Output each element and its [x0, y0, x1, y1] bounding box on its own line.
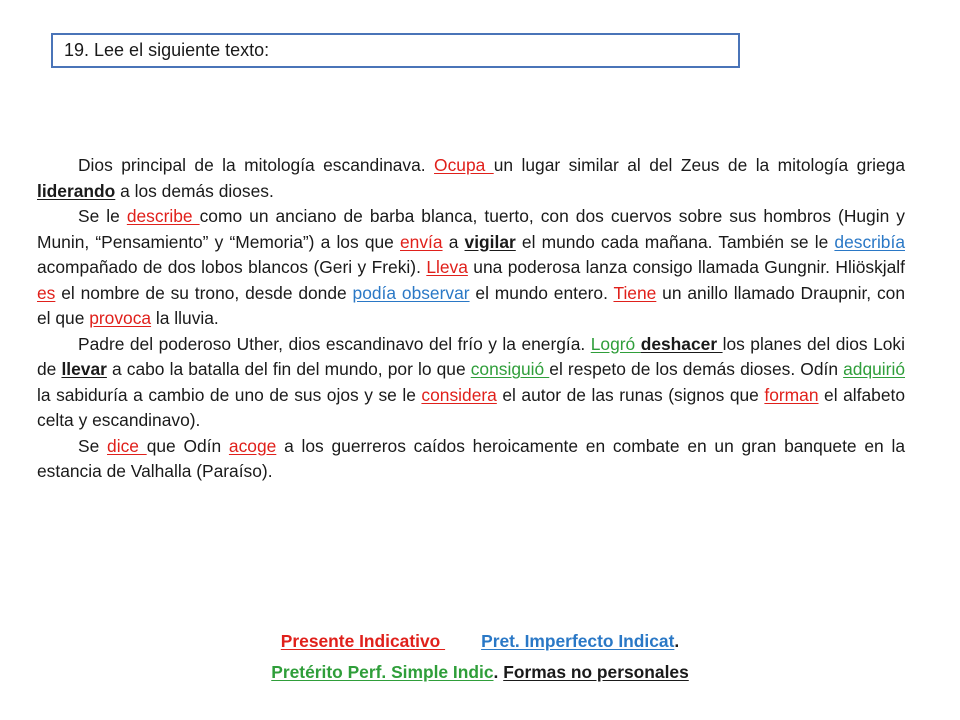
highlighted-verb: es — [37, 282, 56, 303]
highlighted-verb: provoca — [89, 308, 152, 328]
highlighted-verb: liderando — [37, 180, 116, 201]
text-segment: a — [442, 231, 465, 252]
paragraph-2 — [37, 204, 905, 332]
text-segment: como un anciano de barba blanca, tuerto, con dos cuervos sobre sus hombros (Hugin y Munin, “Pensamiento” y “Memoria”) a los que — [37, 206, 905, 252]
legend-preterito-perfecto-simple: Pretérito Perf. Simple Indic — [271, 662, 494, 682]
text-segment: a los demás dioses. — [115, 180, 274, 201]
highlighted-verb: adquirió — [843, 359, 905, 379]
highlighted-verb: Logró — [590, 333, 641, 354]
text-segment: una poderosa lanza consigo llamada Gungnir. Hliöskjalf — [467, 257, 906, 277]
legend-formas-no-personales: Formas no personales — [503, 662, 689, 682]
text-segment: el mundo entero. — [469, 282, 614, 303]
highlighted-verb: deshacer — [640, 333, 723, 354]
highlighted-verb: podía observar — [352, 282, 470, 303]
highlighted-verb: Ocupa — [434, 155, 494, 175]
legend-line-1 — [0, 626, 960, 657]
text-segment: Se le — [78, 206, 127, 226]
text-segment: Se — [78, 435, 108, 456]
text-segment: el respeto de los demás dioses. Odín — [549, 359, 844, 379]
highlighted-verb: describe — [126, 206, 200, 226]
paragraph-1 — [37, 153, 905, 204]
highlighted-verb: Lleva — [426, 257, 468, 277]
highlighted-verb: vigilar — [464, 231, 516, 252]
text-segment: el nombre de su trono, desde donde — [55, 282, 353, 303]
text-segment: el mundo cada mañana. También se le — [515, 231, 835, 252]
highlighted-verb: describía — [834, 231, 905, 252]
highlighted-verb: dice — [107, 435, 147, 456]
text-segment: un lugar similar al del Zeus de la mitología griega — [493, 155, 905, 175]
exercise-title: 19. Lee el siguiente texto: — [64, 40, 270, 60]
text-segment: un anillo llamado Draupnir, con el que — [37, 282, 905, 328]
text-segment: el alfabeto celta y escandinavo). — [37, 384, 905, 430]
text-segment: el autor de las runas (signos que — [496, 384, 765, 405]
text-segment: a cabo la batalla del fin del mundo, por lo que — [106, 359, 471, 379]
reading-text — [37, 153, 905, 485]
legend-separator: . — [674, 631, 680, 651]
text-segment: a los guerreros caídos heroicamente en combate en un gran banquete en la estancia de Valhalla (Paraíso). — [37, 435, 905, 481]
highlighted-verb: llevar — [61, 359, 107, 379]
highlighted-verb: Tiene — [613, 282, 657, 303]
text-segment: los planes del dios Loki de — [37, 333, 905, 379]
color-legend — [0, 626, 960, 688]
text-segment: que Odín — [146, 435, 229, 456]
legend-preterito-imperfecto: Pret. Imperfecto Indicat — [481, 631, 675, 651]
text-segment: la sabiduría a cambio de uno de sus ojos y se le — [37, 384, 422, 405]
highlighted-verb: considera — [421, 384, 497, 405]
highlighted-verb: consiguió — [470, 359, 550, 379]
highlighted-verb: acoge — [228, 435, 277, 456]
exercise-title-box — [51, 33, 740, 68]
highlighted-verb: forman — [764, 384, 819, 405]
text-segment: Dios principal de la mitología escandinava. — [78, 155, 435, 175]
text-segment: la lluvia. — [151, 308, 219, 328]
legend-line-2 — [0, 657, 960, 688]
legend-separator: . — [493, 662, 499, 682]
paragraph-4 — [37, 434, 905, 485]
highlighted-verb: envía — [400, 231, 443, 252]
legend-presente-indicativo: Presente Indicativo — [280, 631, 446, 651]
text-segment: acompañado de dos lobos blancos (Geri y Freki). — [37, 257, 427, 277]
text-segment: Padre del poderoso Uther, dios escandinavo del frío y la energía. — [78, 333, 591, 354]
paragraph-3 — [37, 332, 905, 434]
